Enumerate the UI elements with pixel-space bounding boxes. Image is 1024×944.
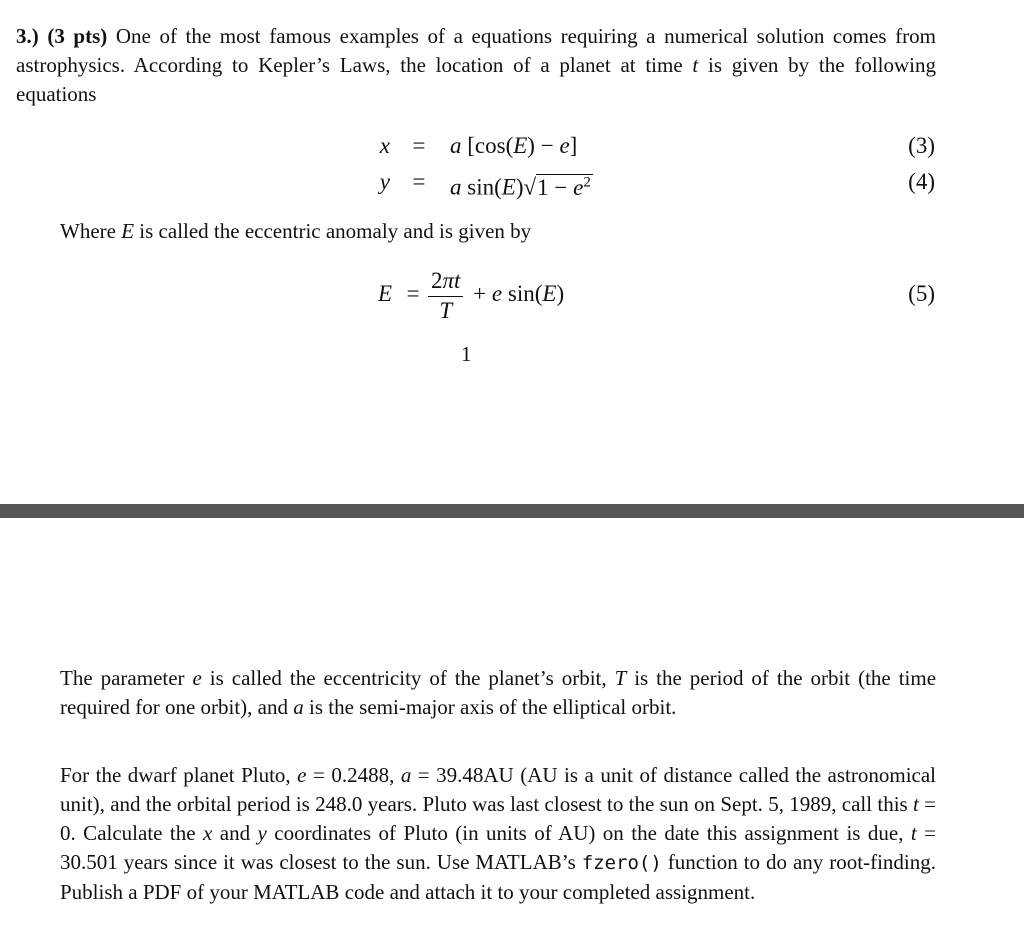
fzero-function: fzero() <box>581 852 662 874</box>
pluto-paragraph: For the dwarf planet Pluto, e = 0.2488, a = 39.48AU (AU is a unit of distance called the astronomical unit), and the orbital period is 248.0 years. Pluto was last closest to the sun on Sept. 5, 1989, call this t = 0. Calculate the x and y coordinates of Pluto (in units of AU) on the date this assignment is due, t = 30.501 years since it was closest to the sun. Use MATLAB’s fzero() function to do any root-finding. Publish a PDF of your MATLAB code and attach it to your completed assignment. <box>60 763 937 904</box>
eq3-relation: = <box>412 133 426 158</box>
param-T: T <box>614 666 627 690</box>
eq5-relation: = <box>406 281 420 306</box>
pluto-t-value: 30.501 <box>60 850 118 874</box>
pluto-e-value: 0.2488 <box>331 763 390 787</box>
eq4-relation: = <box>412 169 426 194</box>
eq4-lhs: y <box>379 169 390 194</box>
eq3-rhs: a [cos(E) − e] <box>450 133 578 158</box>
anomaly-var-E: E <box>121 219 135 243</box>
pluto-t0: 0 <box>60 821 71 845</box>
fraction-2pit-over-T: $\frac{2\pi t}{T}$ <box>428 266 463 325</box>
problem-statement <box>16 22 936 109</box>
anomaly-sentence: Where E is called the eccentric anomaly and is given by <box>60 219 532 243</box>
parameters-paragraph: The parameter e is called the eccentricity of the planet’s orbit, T is the period of the orbit (the time required for one orbit), and a is the semi-major axis of the elliptical orbit. <box>60 666 937 719</box>
intro-var-t: t <box>692 53 699 77</box>
eq5-lhs: E <box>377 281 392 306</box>
page-number: 1 <box>461 342 472 366</box>
eq3-tag: (3) <box>908 133 935 158</box>
eq5-rhs: $\frac{2\pi t}{T}$ + e sin(E) <box>424 262 564 326</box>
equation-3 <box>0 130 1024 162</box>
intro-text-1: One of the most famous examples of a equations requiring a numerical solution comes from astrophysics. According to Kepler’s Laws, the location of a planet at time <box>16 24 936 77</box>
question-number: 3.) <box>16 24 39 48</box>
param-a: a <box>293 695 304 719</box>
page-divider <box>0 504 1024 518</box>
equation-5 <box>0 262 1024 326</box>
eq4-rhs: a $\sin(E)√1 - e^2$ <box>450 166 593 204</box>
equation-4 <box>0 166 1024 198</box>
eq4-tag: (4) <box>908 169 935 194</box>
pluto-a-value: 39.48AU <box>436 763 514 787</box>
eq3-lhs: x <box>379 133 390 158</box>
eq5-tag: (5) <box>908 281 935 306</box>
question-points: (3 pts) <box>47 24 108 48</box>
param-e: e <box>192 666 202 690</box>
sqrt-symbol: $√1 - e^2$ <box>523 174 591 200</box>
intro-text-2: is given by the following equations <box>16 53 936 106</box>
